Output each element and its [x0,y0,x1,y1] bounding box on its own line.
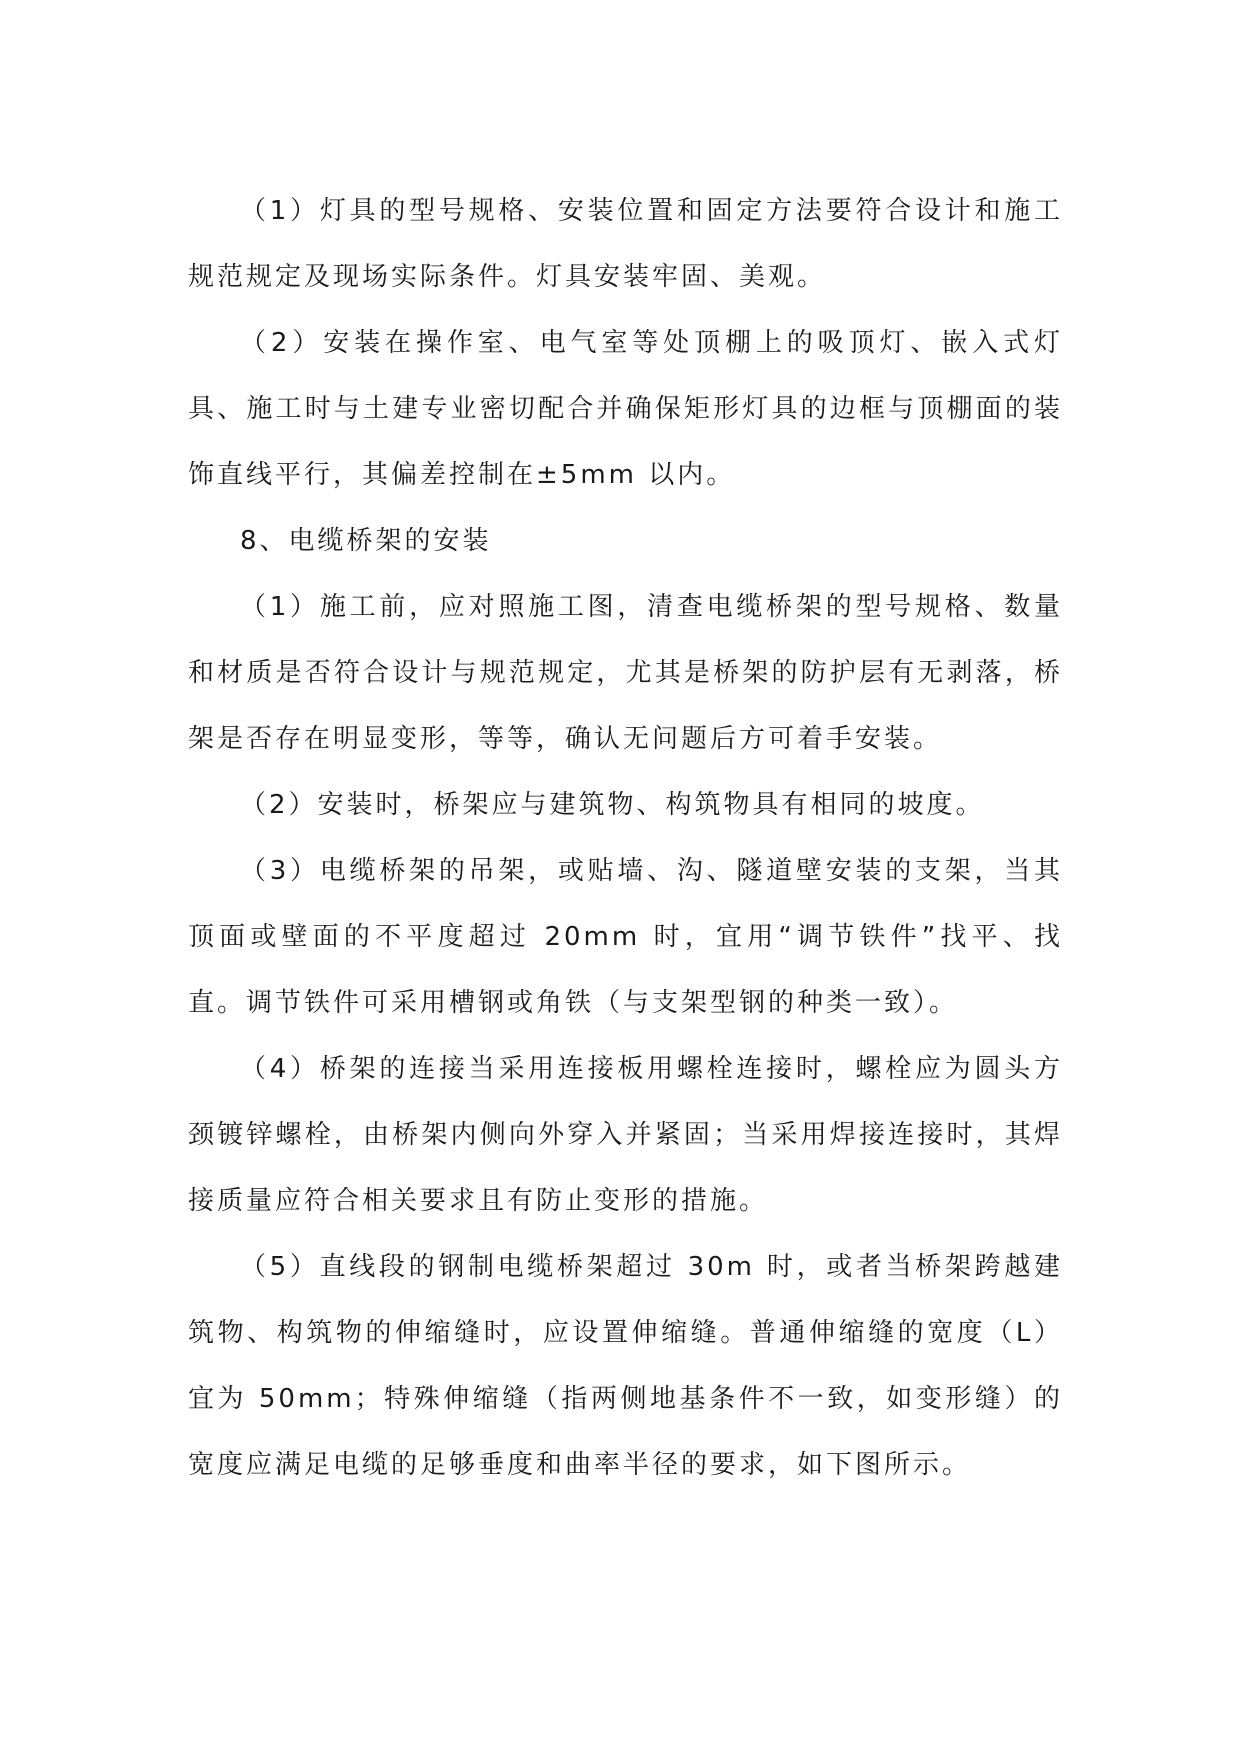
paragraph-pre-construction: （1）施工前，应对照施工图，清查电缆桥架的型号规格、数量和材质是否符合设计与规范规定，尤其是桥架的防护层有无剥落，桥架是否存在明显变形，等等，确认无问题后方可着手安装。 [188,592,1063,754]
paragraph-connection: （4）桥架的连接当采用连接板用螺栓连接时，螺栓应为圆头方颈镀锌螺栓，由桥架内侧向外穿入并紧固；当采用焊接连接时，其焊接质量应符合相关要求且有防止变形的措施。 [188,1054,1063,1216]
document-body [188,178,1063,1498]
paragraph-slope: （2）安装时，桥架应与建筑物、构筑物具有相同的坡度。 [240,790,985,820]
paragraph-ceiling-lamp: （2）安装在操作室、电气室等处顶棚上的吸顶灯、嵌入式灯具、施工时与土建专业密切配合并确保矩形灯具的边框与顶棚面的装饰直线平行，其偏差控制在±5mm 以内。 [188,328,1063,490]
paragraph-expansion-joint: （5）直线段的钢制电缆桥架超过 30m 时，或者当桥架跨越建筑物、构筑物的伸缩缝时，应设置伸缩缝。普通伸缩缝的宽度（L）宜为 50mm；特殊伸缩缝（指两侧地基条件不一致，如变形缝）的宽度应满足电缆的足够垂度和曲率半径的要求，如下图所示。 [188,1252,1063,1480]
paragraph-hanger-flatness: （3）电缆桥架的吊架，或贴墙、沟、隧道壁安装的支架，当其顶面或壁面的不平度超过 20mm 时，宜用“调节铁件”找平、找直。调节铁件可采用槽钢或角铁（与支架型钢的种类一致）。 [188,856,1063,1018]
section-heading-cable-tray: 8、电缆桥架的安装 [240,526,492,556]
paragraph-lamp-spec: （1）灯具的型号规格、安装位置和固定方法要符合设计和施工规范规定及现场实际条件。灯具安装牢固、美观。 [188,196,1063,292]
